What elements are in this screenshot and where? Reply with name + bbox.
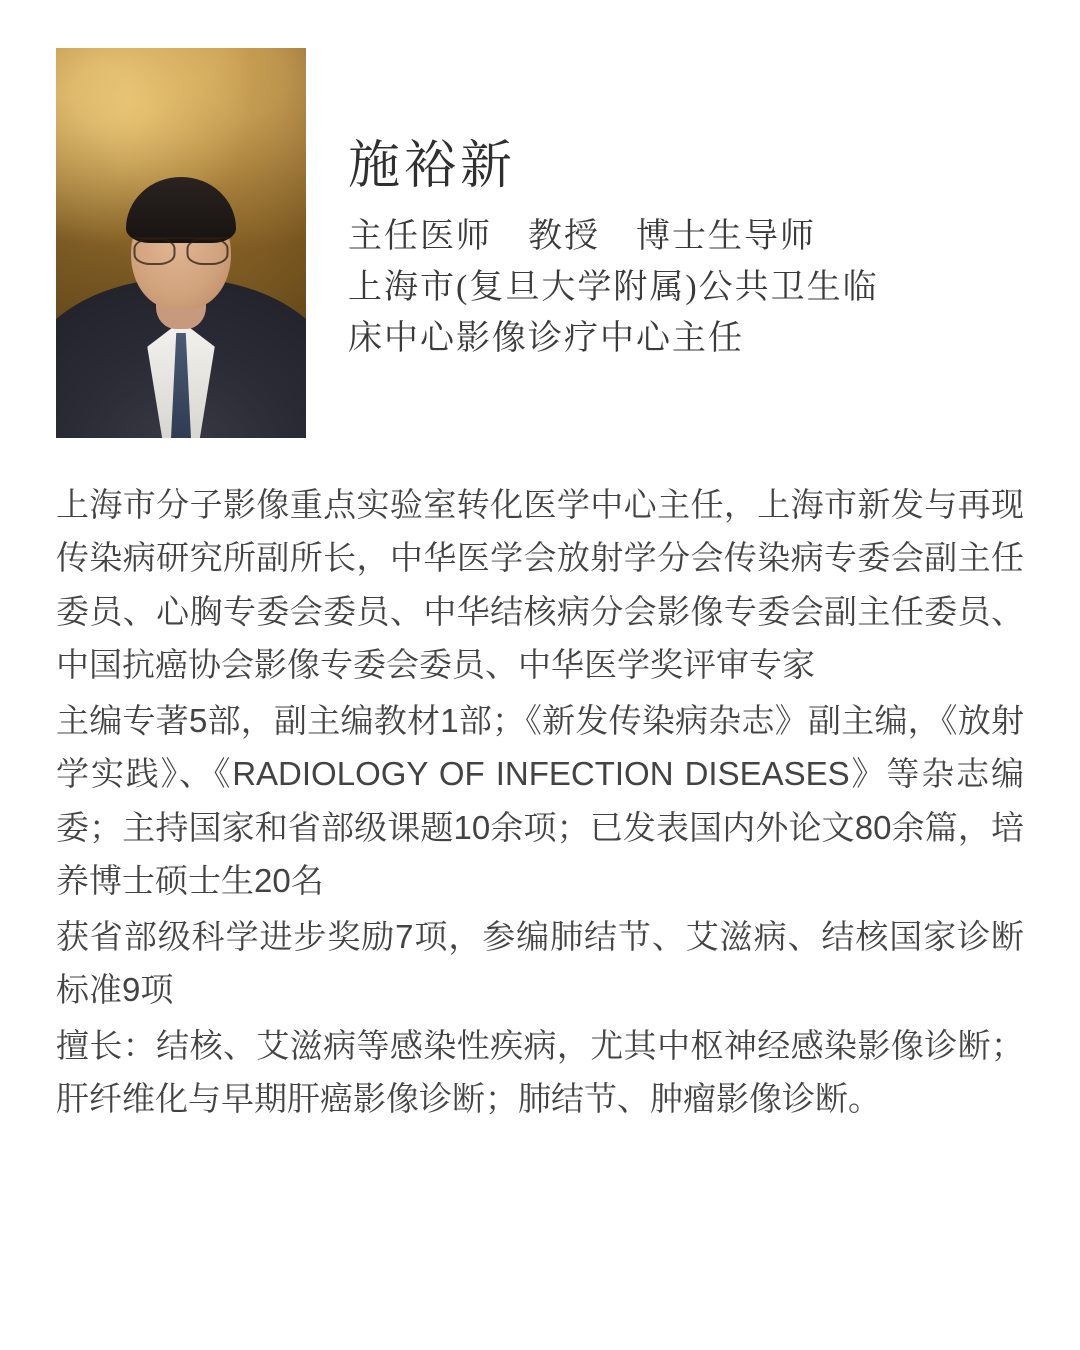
profile-heading-block: [348, 48, 1024, 364]
bio-paragraph-awards: 获省部级科学进步奖励7项，参编肺结节、艾滋病、结核国家诊断标准9项: [56, 917, 1024, 1009]
profile-header: [56, 48, 1024, 438]
person-title-line-2: 上海市(复旦大学附属)公共卫生临: [348, 269, 879, 307]
bio-paragraph-affiliations: 上海市分子影像重点实验室转化医学中心主任，上海市新发与再现传染病研究所副所长，中华医学会放射学分会传染病专委会副主任委员、心胸专委会委员、中华结核病分会影像专委会副主任委员、中国抗癌协会影像专委会委员、中华医学奖评审专家: [56, 486, 1024, 684]
bio-paragraph-publications: 主编专著5部，副主编教材1部；《新发传染病杂志》副主编，《放射学实践》、《RADIOLOGY OF INFECTION DISEASES》等杂志编委；主持国家和省部级课题10余项；已发表国内外论文80余篇，培养博士硕士生20名: [56, 701, 1024, 900]
person-title-line-1: 主任医师 教授 博士生导师: [348, 218, 816, 256]
bio-paragraph-specialties: 擅长：结核、艾滋病等感染性疾病，尤其中枢神经感染影像诊断；肝纤维化与早期肝癌影像诊断；肺结节、肿瘤影像诊断。: [56, 1026, 1024, 1117]
portrait-photo: [56, 48, 306, 438]
biography-section: [56, 478, 1024, 1125]
person-title-line-3: 床中心影像诊疗中心主任: [348, 320, 744, 358]
glasses-icon: [134, 237, 229, 259]
person-name: 施裕新: [348, 138, 517, 195]
